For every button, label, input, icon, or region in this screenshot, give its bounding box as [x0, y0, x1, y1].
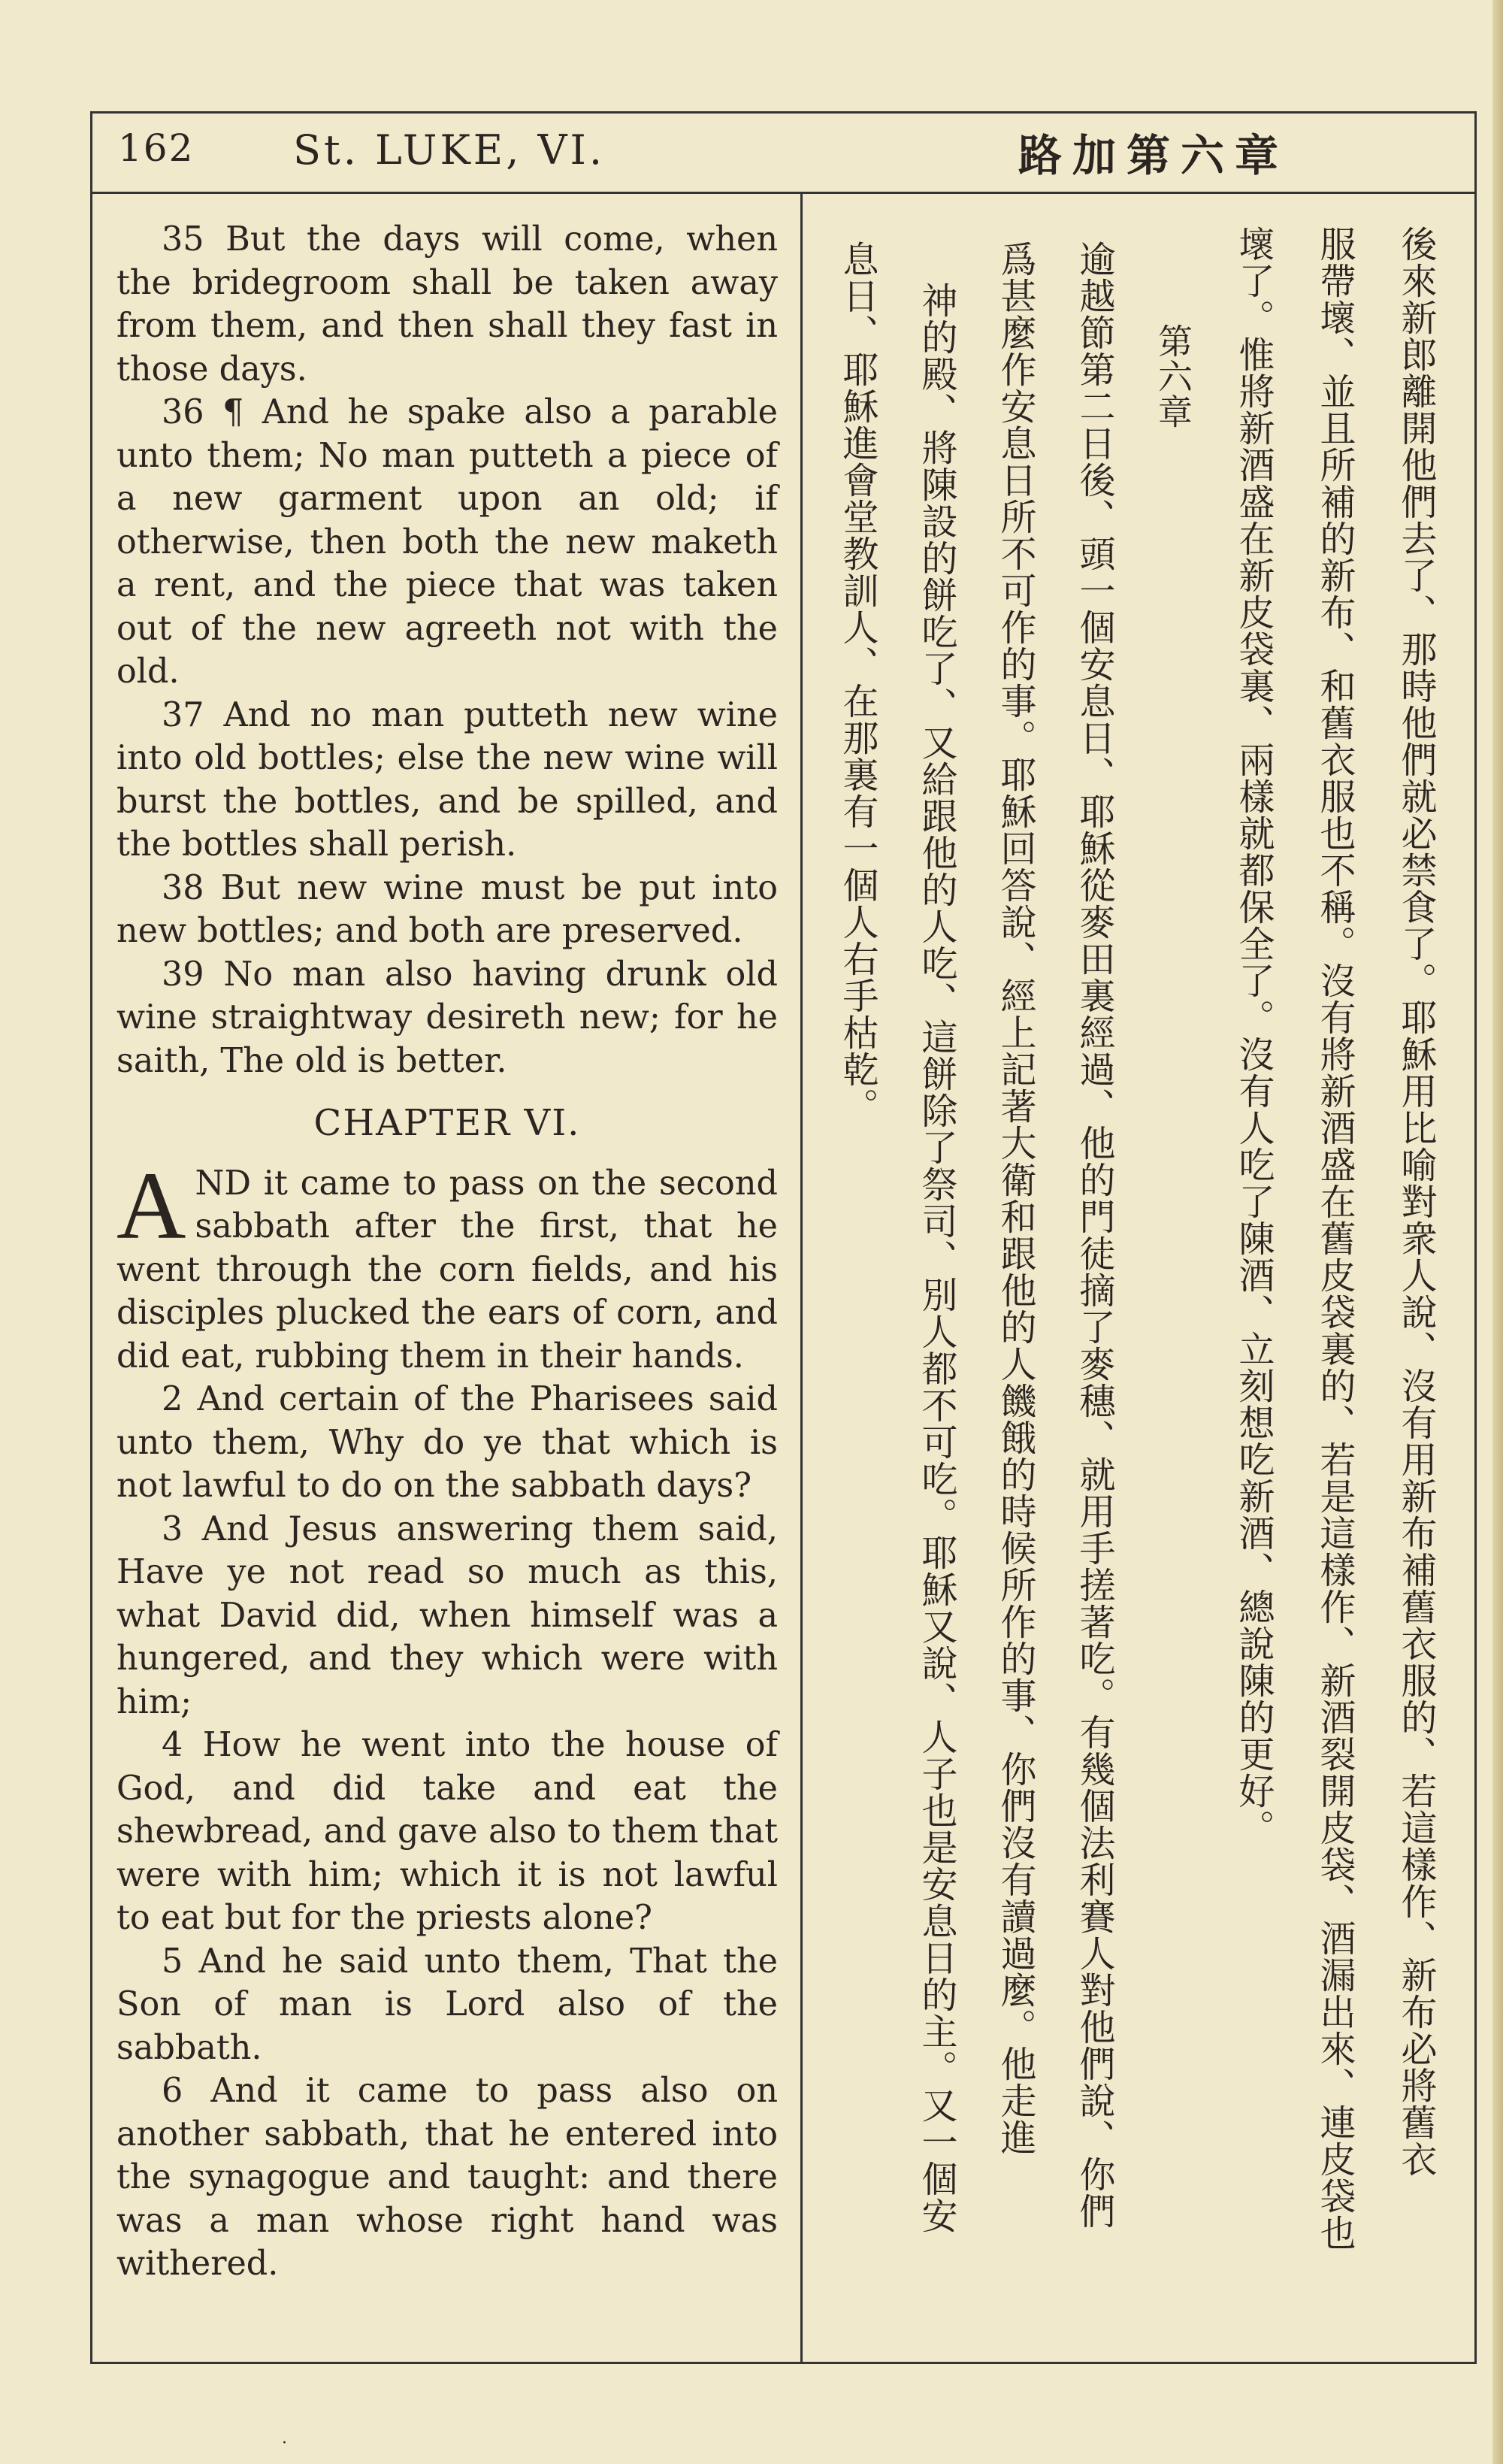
verse-2: 2 And certain of the Pharisees said unto them, Why do ye that which is not lawful to do on the sabbath days? [116, 1380, 778, 1505]
verse-37: 37 And no man putteth new wine into old bottles; else the new wine will burst the bottles, and be spilled, and the bottles shall perish. [116, 695, 778, 864]
chapter-heading: CHAPTER VI. [313, 1102, 581, 1144]
verse-1-text: ND it came to pass on the second sabbath after the first, that he went through the corn fields, and his disciples plucked the ears of corn, and did eat, rubbing them in their hands. [116, 1164, 778, 1376]
chinese-running-title: 路加第六章 [1018, 130, 1289, 181]
chinese-column-2: 服帶壞、並且所補的新布、和舊衣服也不稱。沒有將新酒盛在舊皮袋裏的、若是這樣作、新酒裂開皮袋、酒漏出來、連皮袋也 [1314, 226, 1356, 2251]
running-title: St. LUKE, VI. [293, 126, 606, 174]
chinese-column-5: 逾越節第二日後、頭一個安息日、耶穌從麥田裏經過、他的門徒摘了麥穗、就用手搓著吃。有幾個法利賽人對他們說、你們 [1073, 241, 1115, 2229]
chinese-column-3: 壞了。惟將新酒盛在新皮袋裏、兩樣就都保全了。沒有人吃了陳酒、立刻想吃新酒、總說陳的更好。 [1232, 226, 1275, 1846]
verse-38: 38 But new wine must be put into new bottles; and both are preserved. [116, 868, 778, 950]
verse-35: 35 But the days will come, when the bridegroom shall be taken away from them, and then shall they fast in those days. [116, 220, 778, 389]
chinese-chapter-heading: 第六章 [1153, 323, 1193, 429]
chinese-column-7: 神的殿、將陳設的餅吃了、又給跟他的人吃、這餅除了祭司、別人都不可吃。耶穌又說、人子也是安息日的主。又一個安 [915, 282, 957, 2234]
chinese-column-8: 息日、耶穌進會堂教訓人、在那裏有一個人右手枯乾。 [836, 241, 879, 1125]
english-text-column [116, 218, 778, 2286]
verse-39: 39 No man also having drunk old wine straightway desireth new; for he saith, The old is better. [116, 955, 778, 1080]
chinese-text-area [812, 226, 1465, 2353]
verse-6: 6 And it came to pass also on another sabbath, that he entered into the synagogue and taught: and there was a man whose right hand was withered. [116, 2072, 778, 2283]
page-number: 162 [118, 126, 195, 170]
verse-3: 3 And Jesus answering them said, Have ye not read so much as this, what David did, when himself was a hungered, and they which were with him; [116, 1509, 778, 1721]
verse-5: 5 And he said unto them, That the Son of man is Lord also of the sabbath. [116, 1942, 778, 2067]
chinese-column-6: 爲甚麼作安息日所不可作的事。耶穌回答說、經上記著大衛和跟他的人饑餓的時候所作的事、你們沒有讀過麼。他走進 [994, 241, 1036, 2156]
chinese-column-1: 後來新郎離開他們去了、那時他們就必禁食了。耶穌用比喻對衆人說、沒有用新布補舊衣服的、若這樣作、新布必將舊衣 [1395, 226, 1437, 2178]
drop-cap: A [116, 1152, 186, 1259]
footer-mark: · [282, 2434, 287, 2453]
column-divider [800, 194, 803, 2364]
verse-4: 4 How he went into the house of God, and did take and eat the shewbread, and gave also to them that were with him; which it is not lawful to eat but for the priests alone? [116, 1726, 778, 1937]
verse-1 [116, 1152, 778, 1379]
book-spine-edge [1492, 0, 1503, 2464]
verse-36: 36 ¶ And he spake also a parable unto them; No man putteth a piece of a new garment upon an old; if otherwise, then both the new maketh a rent, and the piece that was taken out of the new agreeth not with the old. [116, 393, 778, 691]
header-rule [90, 192, 1477, 194]
